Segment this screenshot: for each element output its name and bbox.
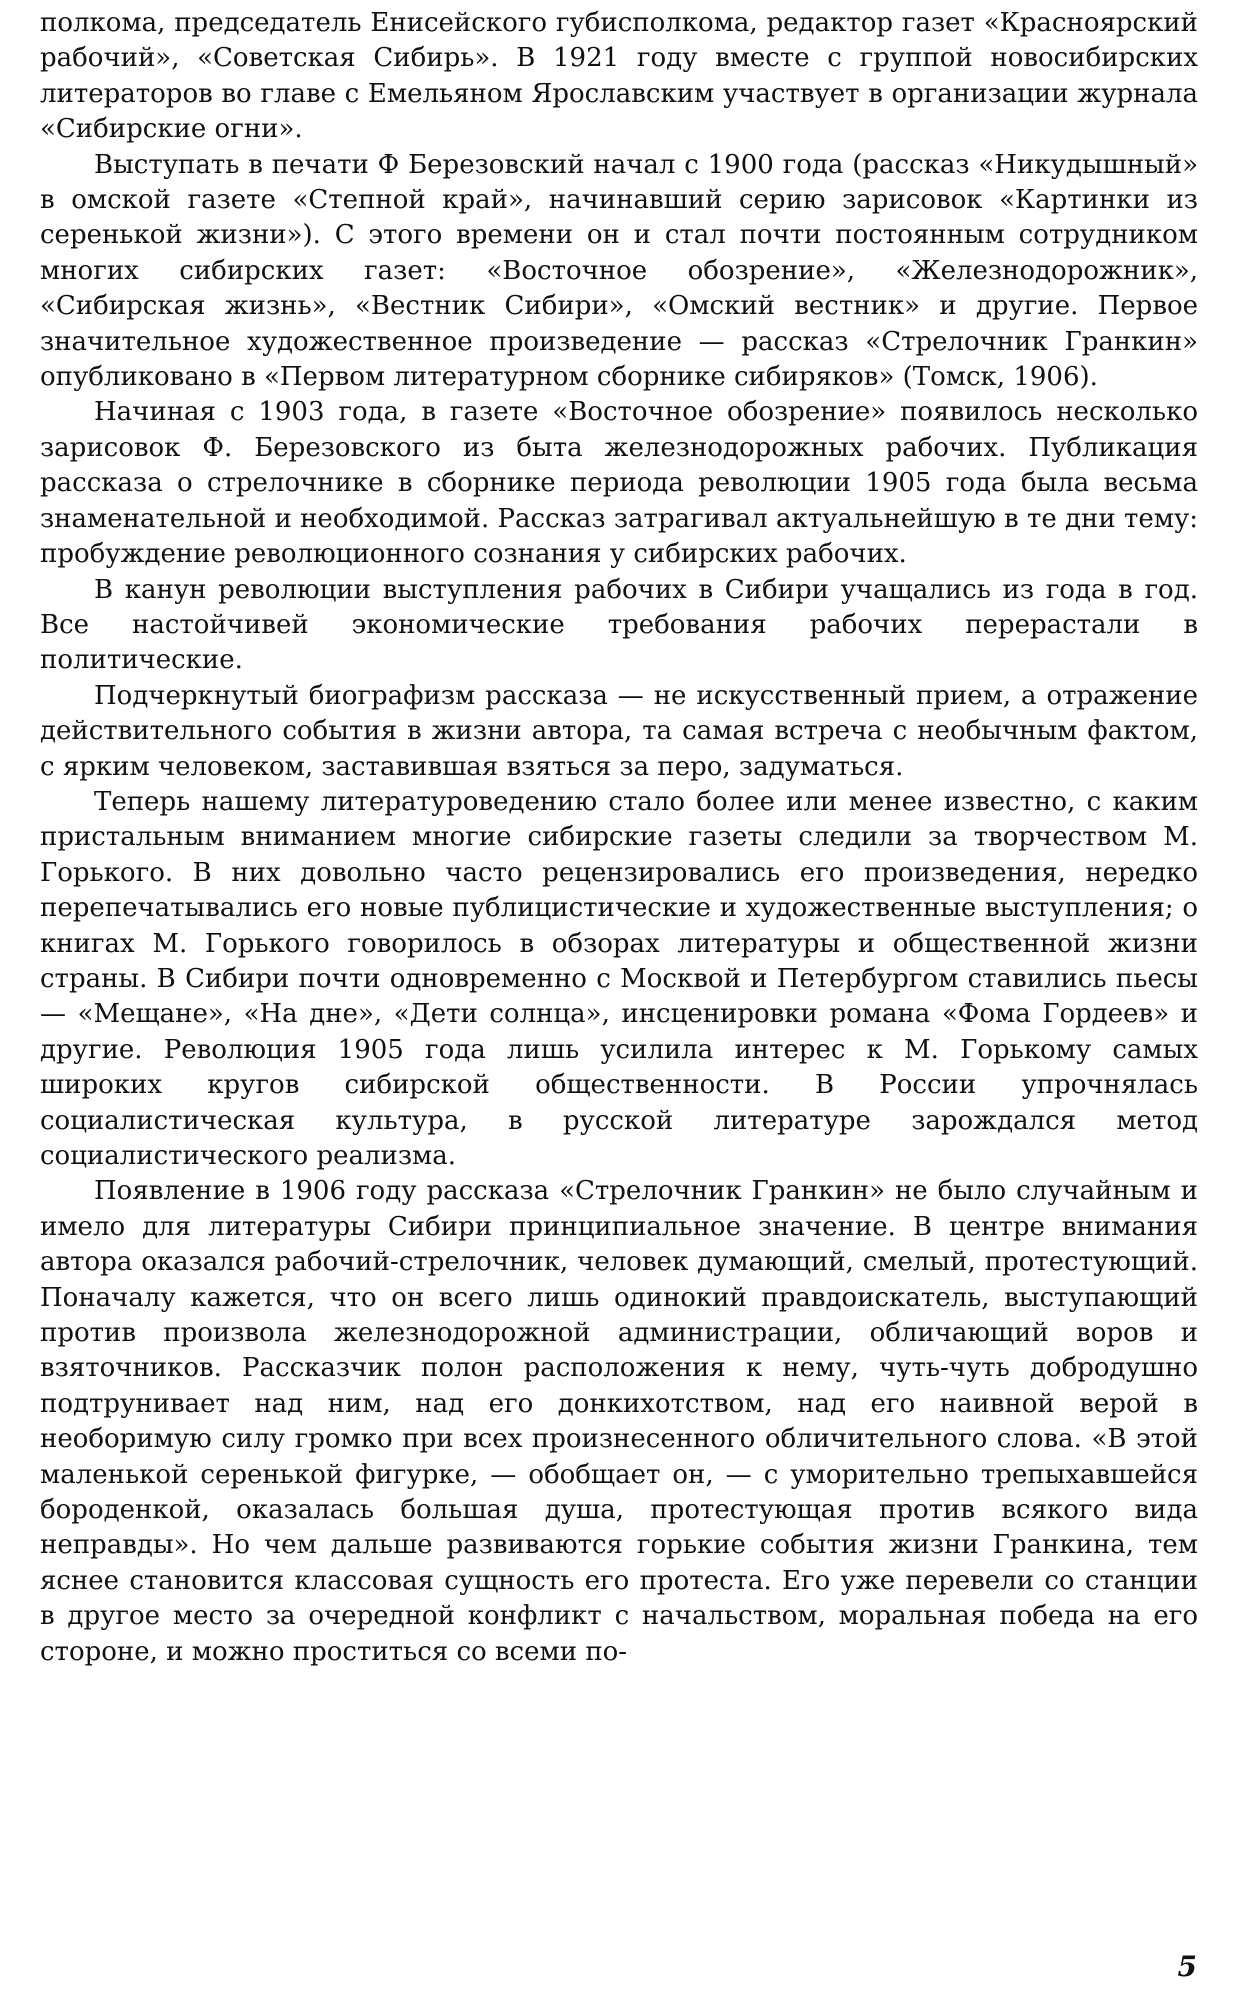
paragraph: Начиная с 1903 года, в газете «Восточное обозрение» появилось несколько зарисовок Ф. Березовского из быта железнодорожных рабочих. Публикация рассказа о стрелочнике в сборнике периода революции 1905 года была весьма знаменательной и необходимой. Рассказ затрагивал актуальнейшую в те дни тему: пробуждение революционного сознания у сибирских рабочих. [40, 397, 1198, 570]
paragraph: В канун революции выступления рабочих в Сибири учащались из года в год. Все настойчивей экономические требования рабочих перерастали в политические. [40, 574, 1198, 676]
paragraph: Подчеркнутый биографизм рассказа — не искусственный прием, а отражение действительного события в жизни автора, та самая встреча с необычным фактом, с ярким человеком, заставившая взяться за перо, задуматься. [40, 680, 1198, 782]
paragraph: Выступать в печати Ф Березовский начал с 1900 года (рассказ «Никудышный» в омской газете «Степной край», начинавший серию зарисовок «Картинки из серенькой жизни»). С этого времени он и стал почти постоянным сотрудником многих сибирских газет: «Восточное обозрение», «Железнодорожник», «Сибирская жизнь», «Вестник Сибири», «Омский вестник» и другие. Первое значительное художественное произведение — рассказ «Стрелочник Гранкин» опубликовано в «Первом литературном сборнике сибиряков» (Томск, 1906). [40, 149, 1198, 393]
page-number: 5 [1177, 1950, 1197, 1983]
paragraph: Теперь нашему литературоведению стало более или менее известно, с каким пристальным вниманием многие сибирские газеты следили за творчеством М. Горького. В них довольно часто рецензировались его произведения, нередко перепечатывались его новые публицистические и художественные выступления; о книгах М. Горького говорилось в обзорах литературы и общественной жизни страны. В Сибири почти одновременно с Москвой и Петербургом ставились пьесы — «Мещане», «На дне», «Дети солнца», инсценировки романа «Фома Гордеев» и другие. Революция 1905 года лишь усилила интерес к М. Горькому самых широких кругов сибирской общественности. В России упрочнялась социалистическая культура, в русской литературе зарождался метод социалистического реализма. [40, 786, 1198, 1171]
paragraph: Появление в 1906 году рассказа «Стрелочник Гранкин» не было случайным и имело для литературы Сибири принципиальное значение. В центре внимания автора оказался рабочий-стрелочник, человек думающий, смелый, протестующий. Поначалу кажется, что он всего лишь одинокий правдоискатель, выступающий против произвола железнодорожной администрации, обличающий воров и взяточников. Рассказчик полон расположения к нему, чуть-чуть добродушно подтрунивает над ним, над его донкихотством, над его наивной верой в необоримую силу громко при всех произнесенного обличительного слова. «В этой маленькой серенькой фигурке, — обобщает он, — с уморительно трепыхавшейся бороденкой, оказалась большая душа, протестующая против всякого вида неправды». Но чем дальше развиваются горькие события жизни Гранкина, тем яснее становится классовая сущность его протеста. Его уже перевели со станции в другое место за очередной конфликт с начальством, моральная победа на его стороне, и можно проститься со всеми по- [40, 1176, 1198, 1667]
page-text [40, 6, 1198, 1670]
paragraph: полкома, председатель Енисейского губисполкома, редактор газет «Красноярский рабочий», «Советская Сибирь». В 1921 году вместе с группой новосибирских литераторов во главе с Емельяном Ярославским участвует в организации журнала «Сибирские огни». [40, 8, 1198, 145]
